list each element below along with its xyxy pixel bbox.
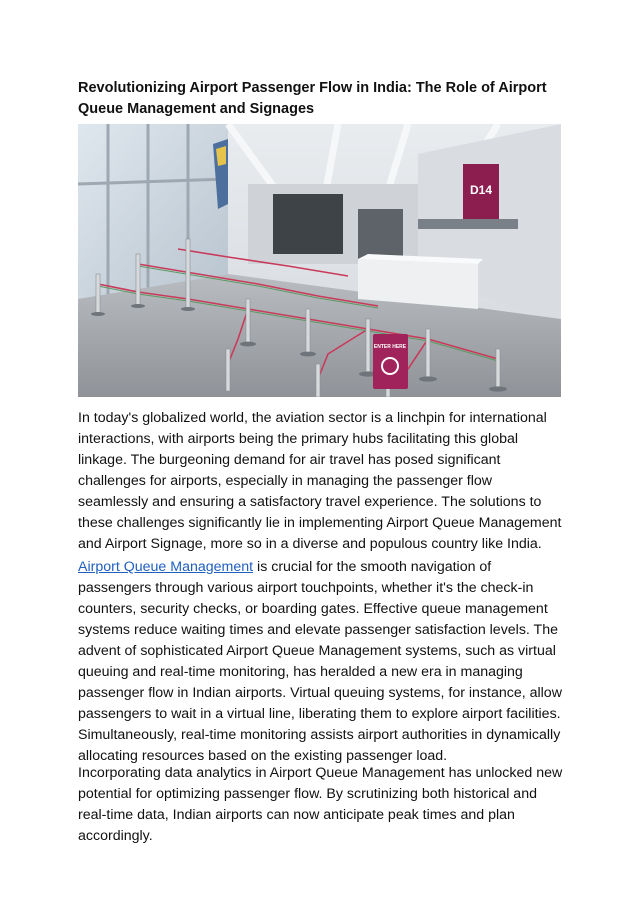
airport-queue-photo	[78, 124, 561, 397]
article-title: Revolutionizing Airport Passenger Flow in India: The Role of Airport Queue Management and Signages	[78, 80, 547, 117]
airport-queue-illustration	[78, 124, 561, 397]
paragraph-data-analytics: Incorporating data analytics in Airport Queue Management has unlocked new potential for optimizing passenger flow. By scrutinizing both historical and real-time data, Indian airports can now anticipate peak times and plan accordingly.	[78, 765, 563, 844]
paragraph-queue-management	[78, 557, 564, 767]
airport-queue-management-link[interactable]: Airport Queue Management	[78, 559, 254, 575]
gate-sign-label: D14	[469, 183, 493, 197]
paragraph-queue-management-text: is crucial for the smooth navigation of passengers through various airport touchpoints, whether it's the check-in counters, security checks, or boarding gates. Effective queue management systems reduce waiting times and elevate passenger satisfaction levels. The advent of sophisticated Airport Queue Management systems, such as virtual queuing and real-time monitoring, has heralded a new era in managing passenger flow in Indian airports. Virtual queuing systems, for instance, allow passengers to wait in a virtual line, liberating them to explore airport facilities. Simultaneously, real-time monitoring assists airport authorities in dynamically allocating resources based on the existing passenger load.	[78, 559, 562, 764]
enter-sign-label: ENTER HERE	[373, 344, 407, 350]
paragraph-intro: In today's globalized world, the aviation sector is a linchpin for international interactions, with airports being the primary hubs facilitating this global linkage. The burgeoning demand for air travel has posed significant challenges for airports, especially in managing the passenger flow seamlessly and ensuring a satisfactory travel experience. The solutions to these challenges significantly lie in implementing Airport Queue Management and Airport Signage, more so in a diverse and populous country like India.	[78, 410, 562, 552]
